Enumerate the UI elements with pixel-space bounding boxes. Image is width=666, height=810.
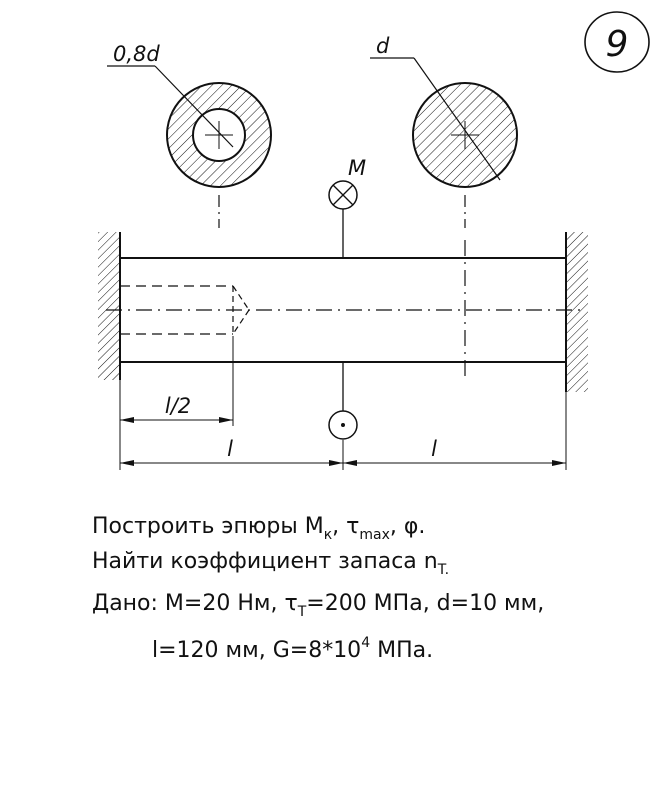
- problem-number: 9: [605, 24, 629, 65]
- moment-label: M: [348, 156, 367, 180]
- problem-number-badge: [585, 12, 649, 72]
- left-length-label: l: [227, 437, 233, 461]
- task-line-3: Дано: M=20 Нм, $\tau_T=200$ МПа, d=10 мм,: [92, 591, 545, 620]
- shaft: [106, 240, 580, 380]
- solid-cross-section: [370, 34, 517, 228]
- solid-diameter-label: d: [376, 34, 390, 58]
- left-fixed-support: [98, 232, 120, 380]
- moment-into-symbol: [329, 156, 366, 258]
- right-length-label: l: [431, 437, 437, 461]
- moment-out-symbol: [329, 362, 357, 439]
- task-text: [92, 514, 544, 663]
- task-line-2: Найти коэффициент запаса $n_{T.}$: [92, 549, 450, 578]
- right-fixed-support: [566, 232, 588, 392]
- task-line-4: l=120 мм, $G=8*10^4$ МПа.: [152, 635, 434, 663]
- hollow-diameter-label: 0,8d: [113, 42, 160, 66]
- task-line-1: Построить эпюры $M_к$, $\tau_{max}$, φ.: [92, 514, 426, 543]
- hollow-cross-section: [107, 42, 271, 228]
- half-length-label: l/2: [164, 394, 192, 418]
